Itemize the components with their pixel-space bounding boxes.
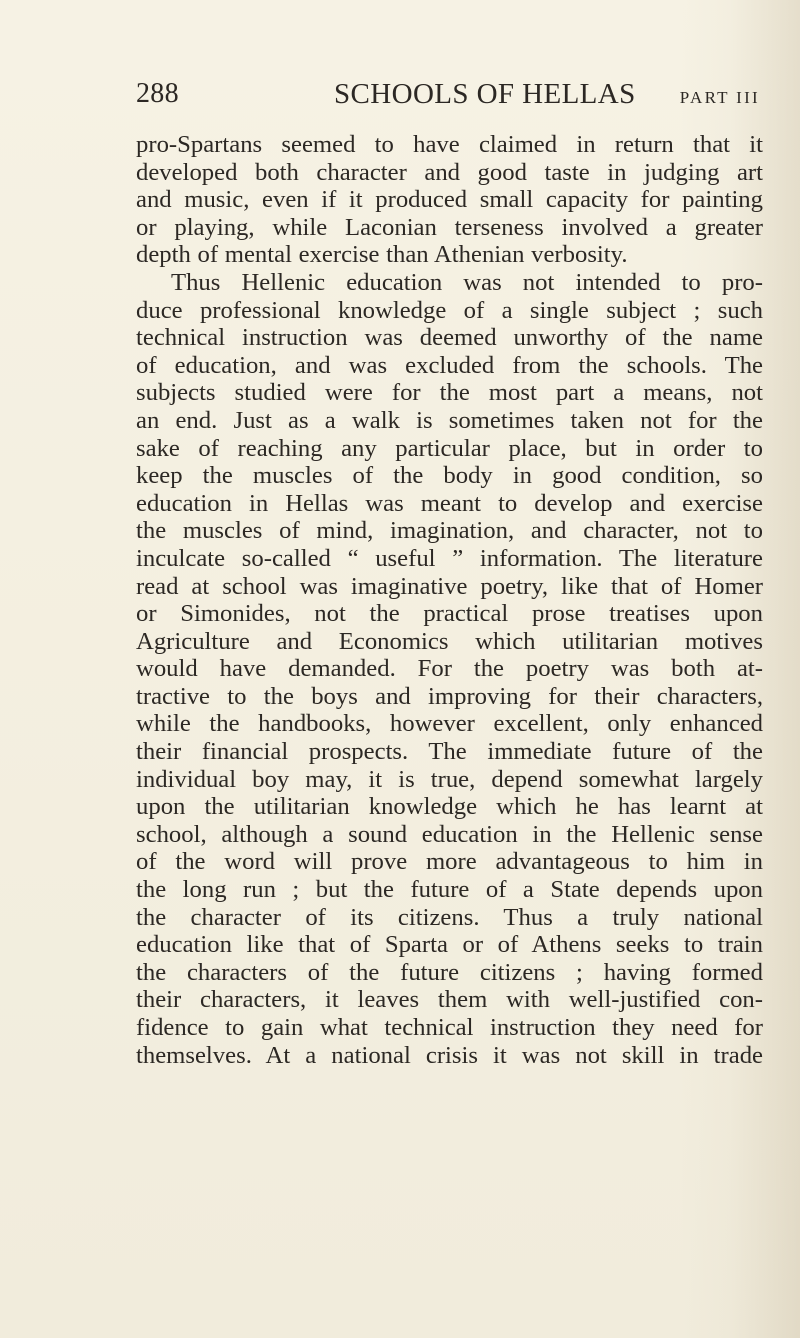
text-line: fidence to gain what technical instruction they need for <box>136 1014 763 1041</box>
text-line: or Simonides, not the practical prose treatises upon <box>136 600 763 628</box>
page-header <box>136 78 764 114</box>
text-line: or playing, while Laconian terseness involved a greater <box>136 213 763 241</box>
text-line: of the word will prove more advantageous to him in <box>136 848 763 876</box>
text-line: while the handbooks, however excellent, only enhanced <box>136 710 763 738</box>
text-line: individual boy may, it is true, depend somewhat largely <box>136 765 763 793</box>
text-line: the characters of the future citizens ; having formed <box>136 958 763 986</box>
text-line: inculcate so-called “ useful ” information. The literature <box>136 544 763 572</box>
text-line: their financial prospects. The immediate future of the <box>136 738 763 766</box>
text-line: school, although a sound education in the Hellenic sense <box>136 820 763 848</box>
text-line: the muscles of mind, imagination, and character, not to <box>136 517 763 545</box>
text-line: upon the utilitarian knowledge which he has learnt at <box>136 793 763 821</box>
part-label: PART III <box>679 88 760 107</box>
text-line: education in Hellas was meant to develop and exercise <box>136 489 763 517</box>
body-text <box>136 131 763 1069</box>
text-line: the character of its citizens. Thus a truly national <box>136 903 763 931</box>
text-line: pro-Spartans seemed to have claimed in return that it <box>136 131 763 158</box>
running-title: SCHOOLS OF HELLAS <box>334 78 636 110</box>
text-line: duce professional knowledge of a single subject ; such <box>136 296 763 324</box>
text-line: and music, even if it produced small capacity for painting <box>136 186 763 214</box>
text-line: Agriculture and Economics which utilitarian motives <box>136 627 763 655</box>
text-line: tractive to the boys and improving for their characters, <box>136 682 763 710</box>
text-line: keep the muscles of the body in good condition, so <box>136 462 763 490</box>
text-line: their characters, it leaves them with well-justified con- <box>136 986 763 1014</box>
paragraph-start-line: Thus Hellenic education was not intended to pro- <box>171 268 763 296</box>
text-line: read at school was imaginative poetry, like that of Homer <box>136 572 763 600</box>
text-line: developed both character and good taste in judging art <box>136 158 763 186</box>
text-line: technical instruction was deemed unworthy of the name <box>136 324 763 352</box>
text-line: would have demanded. For the poetry was both at- <box>136 655 763 683</box>
text-line: education like that of Sparta or of Athens seeks to train <box>136 931 763 959</box>
text-line: sake of reaching any particular place, but in order to <box>136 434 763 462</box>
text-line: depth of mental exercise than Athenian verbosity. <box>136 241 628 269</box>
text-line: an end. Just as a walk is sometimes taken not for the <box>136 406 763 434</box>
text-line: of education, and was excluded from the schools. The <box>136 351 763 379</box>
text-line: the long run ; but the future of a State depends upon <box>136 876 763 904</box>
text-line: themselves. At a national crisis it was not skill in trade <box>136 1041 763 1069</box>
text-line: subjects studied were for the most part a means, not <box>136 379 763 407</box>
page-number: 288 <box>136 78 179 109</box>
